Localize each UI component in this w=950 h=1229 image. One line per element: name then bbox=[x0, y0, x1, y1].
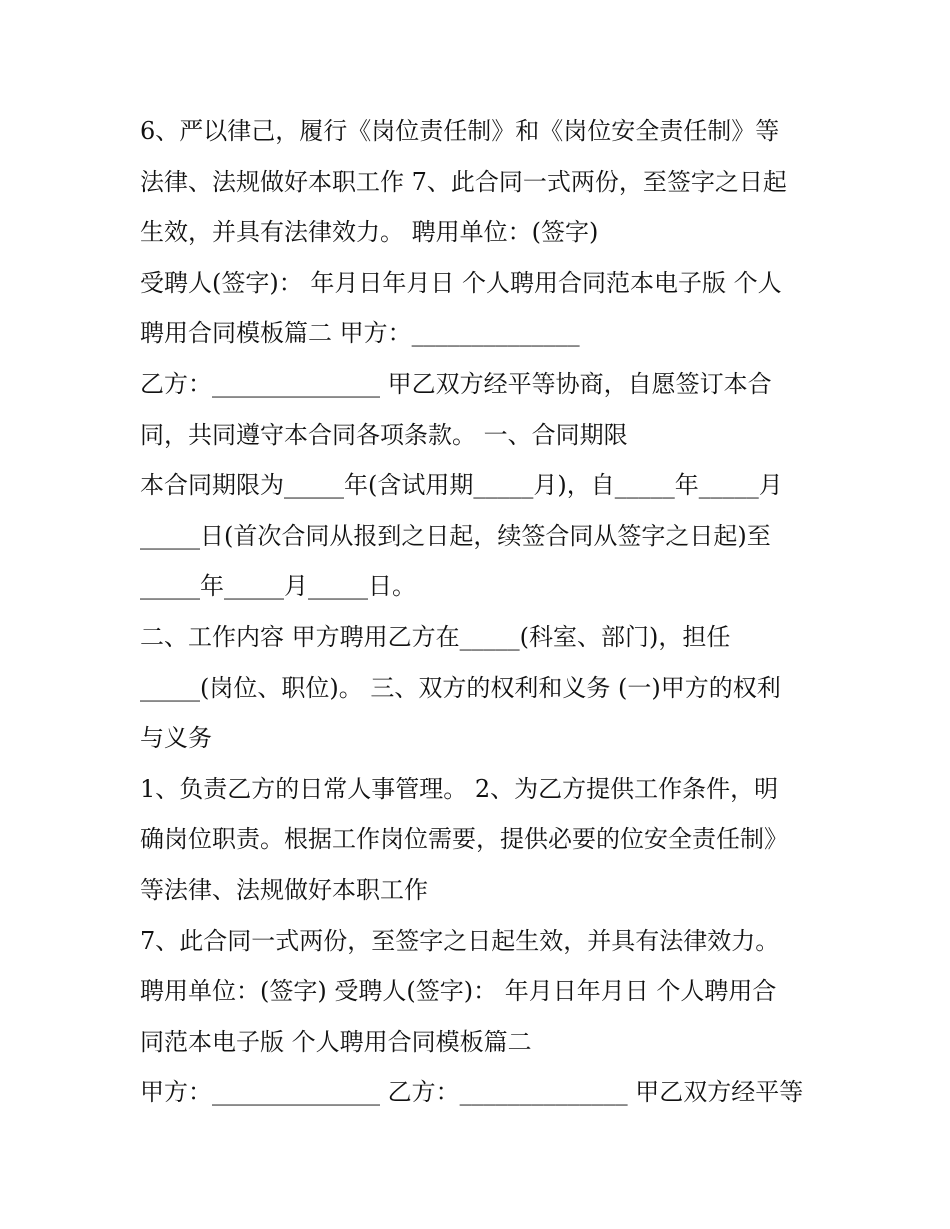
text-line: 乙方：______________ 甲乙双方经平等协商，自愿签订本合 bbox=[140, 369, 772, 398]
text-line: 与义务 bbox=[140, 724, 212, 753]
text-line: 聘用单位：(签字) 受聘人(签字)： 年月日年月日 个人聘用合 bbox=[140, 977, 777, 1006]
text-line: 法律、法规做好本职工作 7、此合同一式两份，至签字之日起 bbox=[140, 167, 787, 196]
text-line: _____(岗位、职位)。 三、双方的权利和义务 (一)甲方的权利 bbox=[140, 673, 781, 702]
text-line: 同，共同遵守本合同各项条款。 一、合同期限 bbox=[140, 420, 628, 449]
text-line: 等法律、法规做好本职工作 bbox=[140, 875, 428, 904]
text-line: 6、严以律己，履行《岗位责任制》和《岗位安全责任制》等 bbox=[140, 117, 780, 145]
text-line: 本合同期限为_____年(含试用期_____月)，自_____年_____月 bbox=[140, 471, 783, 500]
text-line: _____日(首次合同从报到之日起，续签合同从签字之日起)至 bbox=[140, 521, 771, 550]
text-line: 受聘人(签字)： 年月日年月日 个人聘用合同范本电子版 个人 bbox=[140, 268, 782, 297]
text-line: 同范本电子版 个人聘用合同模板篇二 bbox=[140, 1027, 532, 1056]
text-line: 7、此合同一式两份，至签字之日起生效，并具有法律效力。 bbox=[140, 926, 780, 955]
text-line: 1、负责乙方的日常人事管理。 2、为乙方提供工作条件，明 bbox=[140, 774, 779, 803]
text-line: _____年_____月_____日。 bbox=[140, 572, 416, 601]
text-line: 确岗位职责。根据工作岗位需要，提供必要的位安全责任制》 bbox=[140, 825, 788, 854]
text-line: 聘用合同模板篇二 甲方：______________ bbox=[140, 319, 580, 348]
text-line: 二、工作内容 甲方聘用乙方在_____(科室、部门)，担任 bbox=[140, 622, 731, 651]
text-line: 甲方：______________ 乙方：______________ 甲乙双方经平等 bbox=[140, 1078, 804, 1107]
text-line: 生效，并具有法律效力。 聘用单位：(签字) bbox=[140, 218, 599, 247]
document-body bbox=[140, 106, 830, 1118]
